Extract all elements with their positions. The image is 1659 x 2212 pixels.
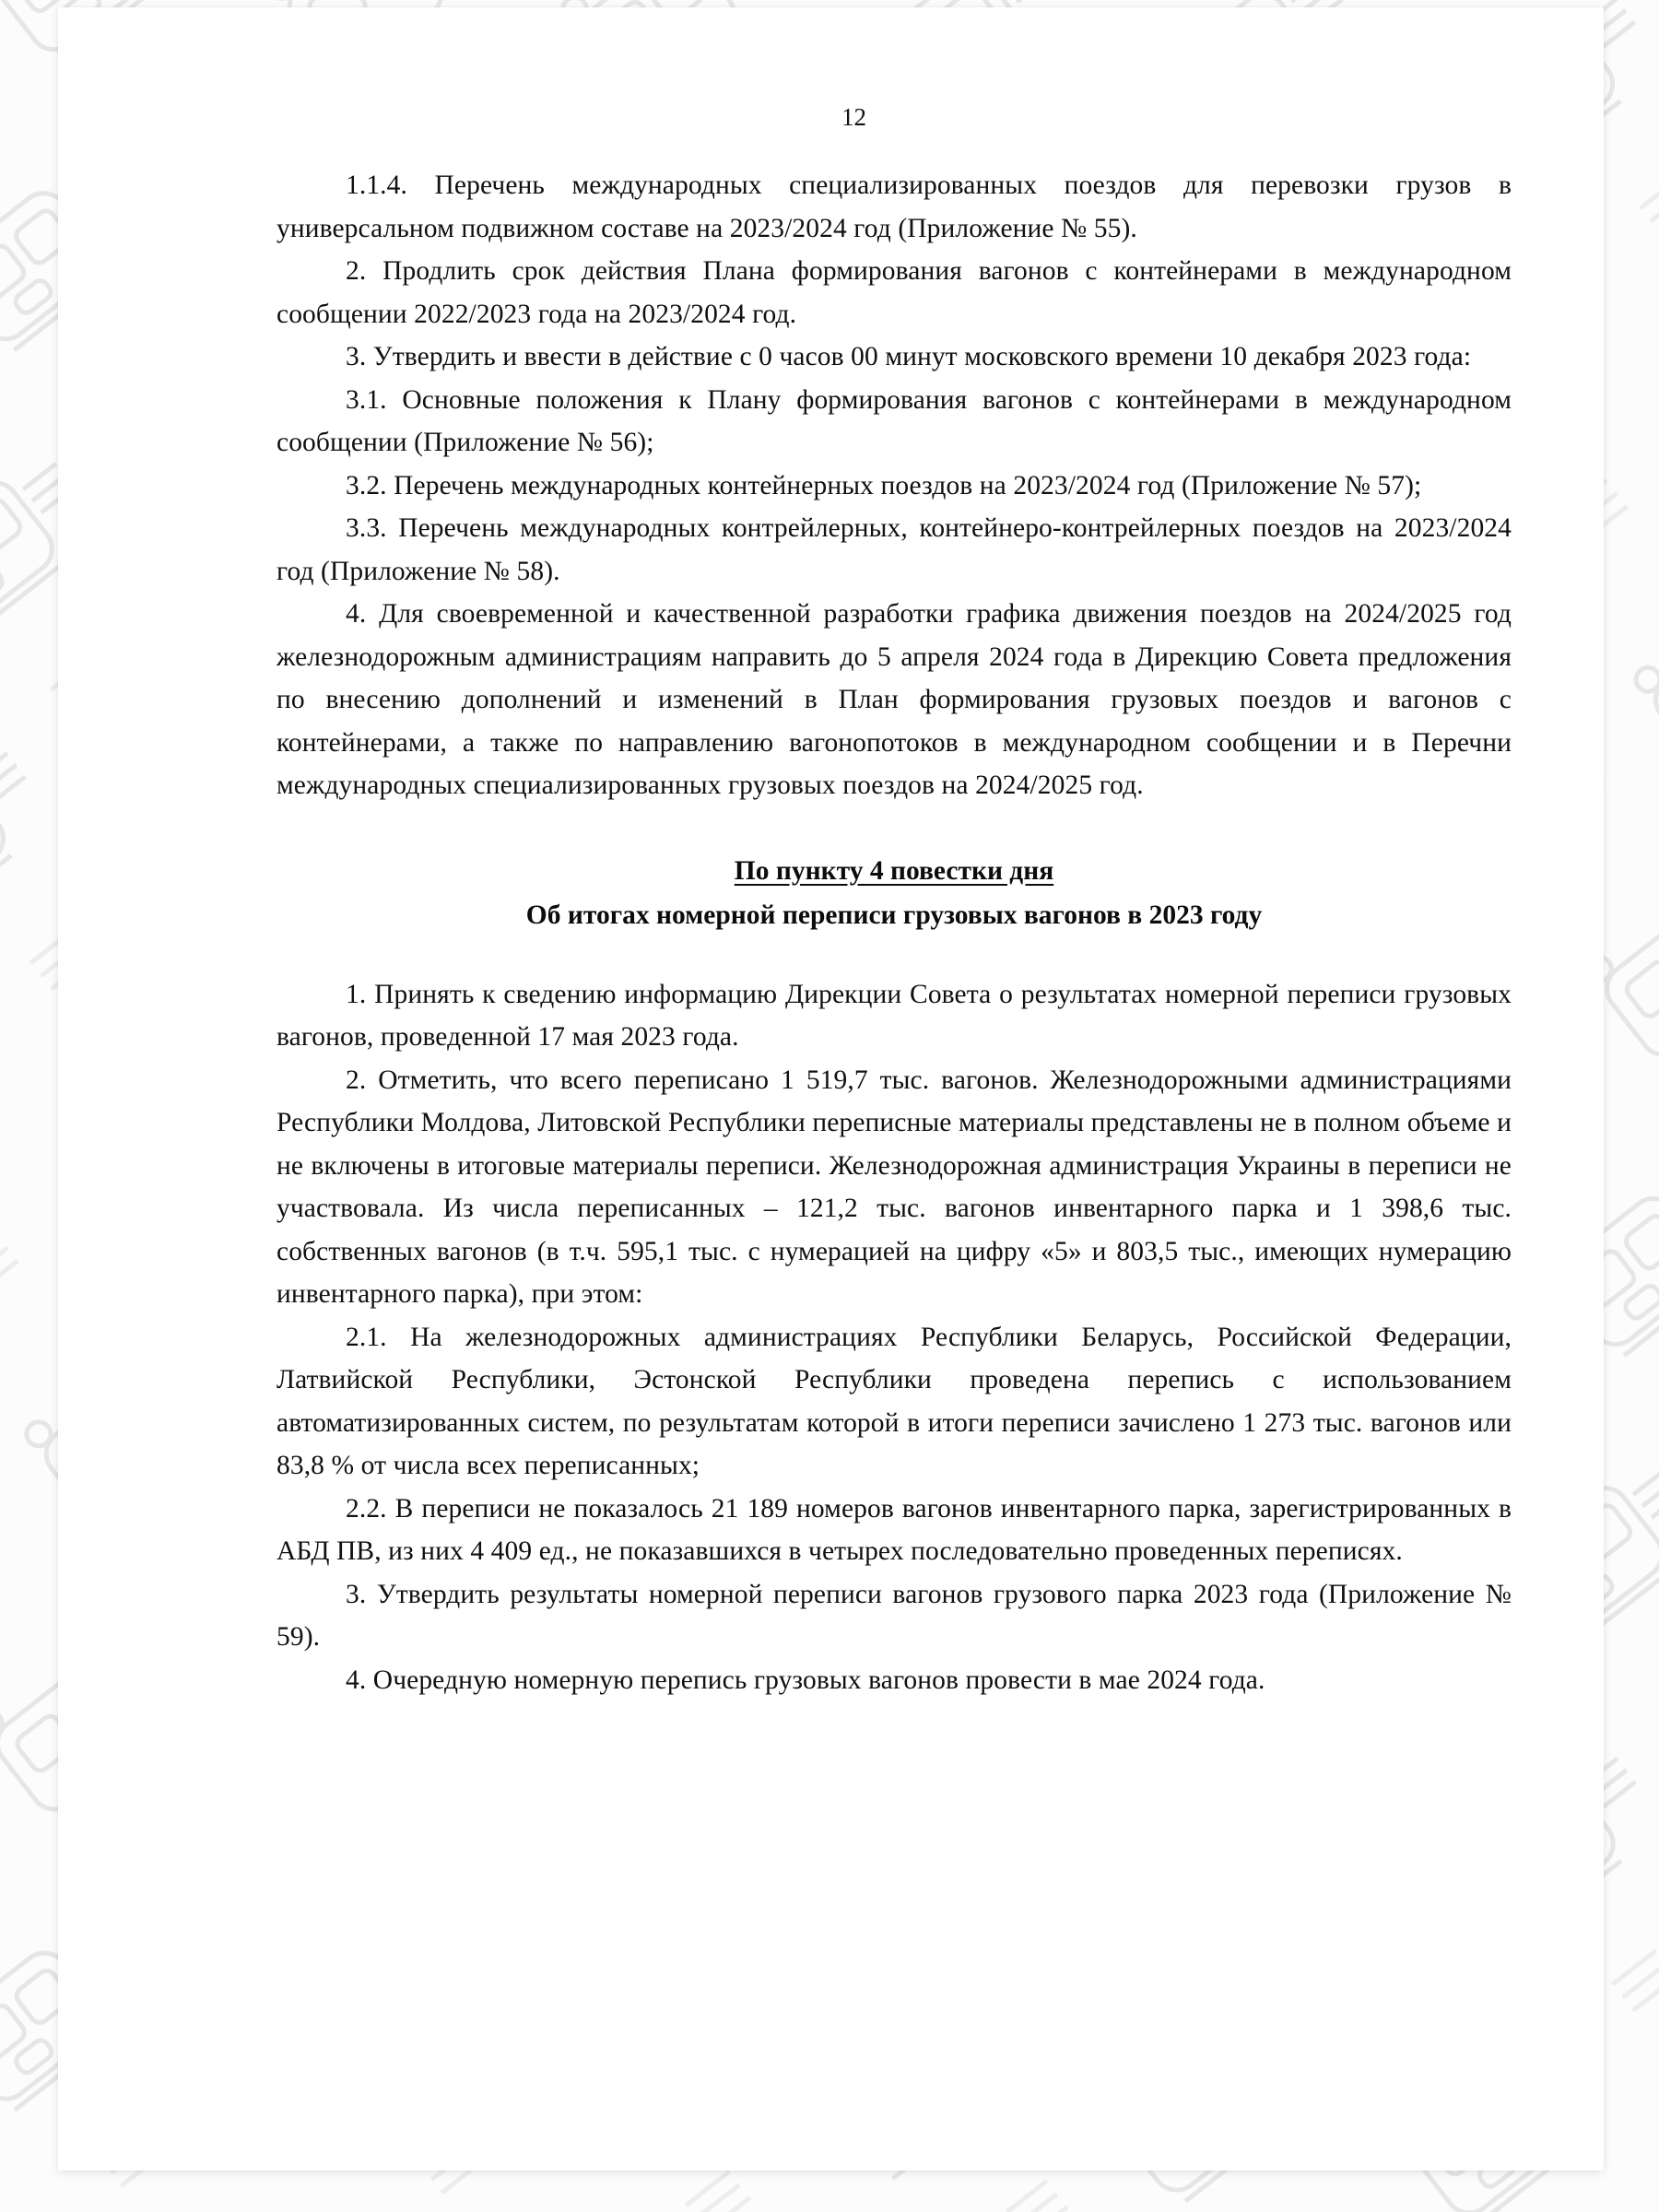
paragraph-3: 3. Утвердить и ввести в действие с 0 часов 00 минут московского времени 10 декабря 2023 года: <box>346 342 1472 371</box>
document-body <box>276 164 1512 1701</box>
page-number: 12 <box>841 103 866 131</box>
paragraph-3-3: 3.3. Перечень международных контрейлерных, контейнеро-контрейлерных поездов на 2023/2024 год (Приложение № 58). <box>276 513 1512 586</box>
agenda-item-title: По пункту 4 повестки дня <box>734 855 1054 886</box>
paragraph-3-2: 3.2. Перечень международных контейнерных поездов на 2023/2024 год (Приложение № 57); <box>346 470 1422 500</box>
paragraph-4: 4. Для своевременной и качественной разработки графика движения поездов на 2024/2025 год железнодорожным администрациям направить до 5 апреля 2024 года в Дирекцию Совета предложения по внесению дополнений и изменений в План формирования грузовых поездов и вагонов с контейнерами, а также по направлению вагонопотоков в международном сообщении и в Перечни международных специализированных грузовых поездов на 2024/2025 год. <box>276 599 1512 800</box>
paragraph-1-1-4: 1.1.4. Перечень международных специализированных поездов для перевозки грузов в универсальном подвижном составе на 2023/2024 год (Приложение № 55). <box>276 171 1512 243</box>
agenda-item-subtitle: Об итогах номерной переписи грузовых вагонов в 2023 году <box>525 900 1263 930</box>
agenda-heading <box>276 850 1512 936</box>
section2-paragraph-3: 3. Утвердить результаты номерной переписи вагонов грузового парка 2023 года (Приложение № 59). <box>276 1579 1512 1652</box>
paragraph-2: 2. Продлить срок действия Плана формирования вагонов с контейнерами в международном сообщении 2022/2023 года на 2023/2024 год. <box>276 256 1512 329</box>
document-page <box>58 7 1604 2171</box>
section2-paragraph-2-2: 2.2. В переписи не показалось 21 189 номеров вагонов инвентарного парка, зарегистрированных в АБД ПВ, из них 4 409 ед., не показавшихся в четырех последовательно проведенных переписях. <box>276 1493 1512 1566</box>
paragraph-3-1: 3.1. Основные положения к Плану формирования вагонов с контейнерами в международном сообщении (Приложение № 56); <box>276 384 1512 457</box>
section2-paragraph-2: 2. Отметить, что всего переписано 1 519,7 тыс. вагонов. Железнодорожными администрациями Республики Молдова, Литовской Республики переписные материалы представлены не в полном объеме и не включены в итоговые материалы переписи. Железнодорожная администрация Украины в переписи не участвовала. Из числа переписанных – 121,2 тыс. вагонов инвентарного парка и 1 398,6 тыс. собственных вагонов (в т.ч. 595,1 тыс. с нумерацией на цифру «5» и 803,5 тыс., имеющих нумерацию инвентарного парка), при этом: <box>276 1065 1512 1309</box>
section2-paragraph-4: 4. Очередную номерную перепись грузовых вагонов провести в мае 2024 года. <box>346 1665 1265 1695</box>
section2-paragraph-1: 1. Принять к сведению информацию Дирекции Совета о результатах номерной переписи грузовых вагонов, проведенной 17 мая 2023 года. <box>276 979 1512 1052</box>
section2-paragraph-2-1: 2.1. На железнодорожных администрациях Республики Беларусь, Российской Федерации, Латвийской Республики, Эстонской Республики проведена перепись с использованием автоматизированных систем, по результатам которой в итоги переписи зачислено 1 273 тыс. вагонов или 83,8 % от числа всех переписанных; <box>276 1322 1512 1480</box>
